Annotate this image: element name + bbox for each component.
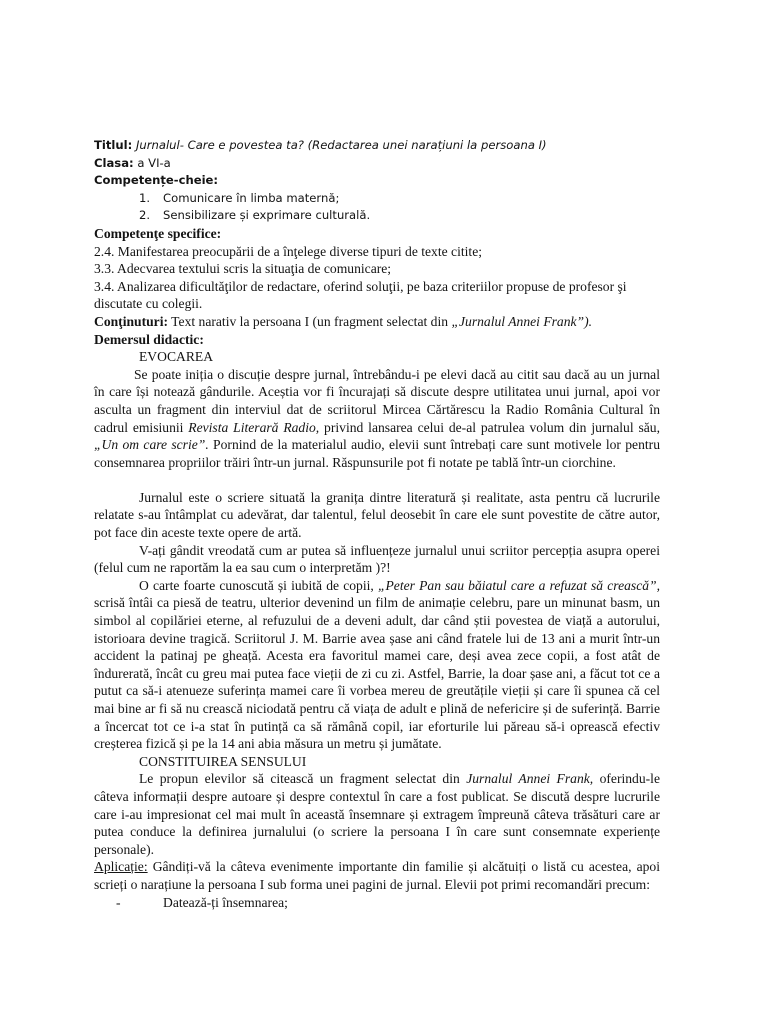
title-line (94, 137, 660, 155)
title-label: Titlul: (94, 138, 133, 152)
specific-competences-heading: Competenţe specifice: (94, 225, 222, 241)
key-competences-list (94, 190, 660, 225)
paragraph-text: O carte foarte cunoscută și iubită de copii, (139, 577, 378, 593)
specific-competence-item: 3.3. Adecvarea textului scris la situaţia de comunicare; (94, 261, 392, 277)
paragraph (94, 366, 660, 472)
lesson-plan-body (94, 137, 660, 911)
contents-text: Text narativ la persoana I (un fragment selectat din (168, 313, 452, 329)
paragraph (94, 577, 660, 753)
section-heading-constituire: CONSTITUIREA SENSULUI (139, 753, 307, 769)
list-item (94, 894, 660, 912)
title-value: Jurnalul- Care e povestea ta? (Redactarea unei narațiuni la persoana I) (135, 138, 547, 152)
paragraph-text: Gândiți-vă la câteva evenimente importante din familie și alcătuiți o listă cu acestea, apoi scrieți o narațiune la persoana I sub forma unei pagini de jurnal. Elevii pot primi recomandări precum: (94, 859, 660, 892)
application-paragraph (94, 858, 660, 893)
paragraph-text: oferindu-le câteva informații despre autoare și despre contextul în care a fost publicat. Se discută despre lucrurile care i-au impresionat cel mai mult în această însemnare și extragem împreună câteva trăsături care ar putea conduce la definirea jurnalului (o scriere la persoana I în care sunt consemnate experiențe personale). (94, 771, 660, 857)
list-number: 2. (139, 208, 151, 223)
list-item (94, 190, 660, 208)
list-item (94, 207, 660, 225)
dash-bullet: - (116, 894, 121, 910)
contents-label: Conţinuturi: (94, 313, 169, 329)
application-label: Aplicație: (94, 859, 148, 875)
contents-work-title: „Jurnalul Annei Frank”). (451, 313, 593, 329)
paragraph-text: privind lansarea celui de-al patrulea volum din jurnalul său, (319, 419, 660, 435)
paragraph: V-ați gândit vreodată cum ar putea să influențeze jurnalul unui scriitor percepția asupra operei (felul cum ne raportăm la ea sau cum o interpretăm )?! (94, 542, 660, 576)
list-number: 1. (139, 190, 151, 205)
class-value: a VI-a (137, 155, 171, 170)
paragraph (94, 770, 660, 858)
book-title: „Peter Pan sau băiatul care a refuzat să crească”, (377, 577, 660, 593)
list-item-text: Sensibilizare și exprimare culturală. (163, 208, 371, 223)
paragraph: Jurnalul este o scriere situată la granița dintre literatură și realitate, asta pentru că lucrurile relatate s-au întâmplat cu adevărat, dar talentul, felul deosebit în care ele sunt povestite de către autor, pot face din aceste texte opere de artă. (94, 489, 660, 541)
paragraph-gap (94, 471, 660, 489)
paragraph-text: Pornind de la materialul audio, elevii sunt întrebați care sunt motivele lor pentru consemnarea propriilor trăiri într-un jurnal. Răspunsurile pot fi notate pe tablă într-un ciorchine. (94, 437, 660, 470)
section-heading-evocare: EVOCAREA (139, 349, 214, 365)
specific-competence-item: 2.4. Manifestarea preocupării de a înţelege diverse tipuri de texte citite; (94, 243, 483, 259)
paragraph-text: Le propun elevilor să citească un fragment selectat din (139, 771, 467, 787)
specific-competence-item: 3.4. Analizarea dificultăţilor de redactare, oferind soluţii, pe baza criteriilor propuse de profesor şi discutate cu colegii. (94, 278, 627, 312)
class-line (94, 155, 660, 173)
paragraph-text: scrisă întâi ca piesă de teatru, ulterior devenind un film de animație celebru, pare un minunat basm, un simbol al copilăriei eterne, al refuzului de a deveni adult, dar când știi povestea de viață a autorului, istorioara devine tragică. Scriitorul J. M. Barrie avea șase ani când fratele lui de 13 ani a murit într-un accident la patinaj pe gheață. Acesta era favoritul mamei care, deși avea zece copii, a fost atât de îndurerată, încât cu greu mai putea face vieții de zi cu zi. Astfel, Barrie, la doar șase ani, a făcut tot ce a putut ca să-i atenueze suferința mamei care îi vorbea mereu de greutățile vieții și care îi spunea că cel mai bine ar fi să nu crească niciodată pentru că viața de adult e plină de nefericire și de suferință. Barrie a încercat tot ce i-a stat în putință ca să rămână copil, iar eforturile lui păreau să-i oprească efectiv creșterea fizică și pe la 14 ani abia măsura un metru și jumătate. (94, 595, 660, 752)
list-item-text: Datează-ți însemnarea; (163, 894, 288, 910)
book-title: Jurnalul Annei Frank, (466, 771, 594, 787)
didactic-approach-heading: Demersul didactic: (94, 331, 204, 347)
class-label: Clasa: (94, 155, 134, 170)
paragraph-text: Se poate iniția o discuție despre jurnal, întrebându-i pe elevi dacă au citit sau dacă au un jurnal în care își notează gândurile. Aceștia vor fi încurajați să discute despre utilitatea unui jurnal, apoi vor asculta un fragment din interviul dat de scriitorul Mircea Cărtărescu la Radio România Cultural în cadrul emisiunii (94, 366, 660, 435)
key-competences-heading: Competențe-cheie: (94, 173, 219, 188)
book-title: „Un om care scrie”. (94, 437, 209, 453)
list-item-text: Comunicare în limba maternă; (163, 190, 340, 205)
emission-title: Revista Literară Radio, (188, 419, 320, 435)
contents-line (94, 313, 660, 331)
